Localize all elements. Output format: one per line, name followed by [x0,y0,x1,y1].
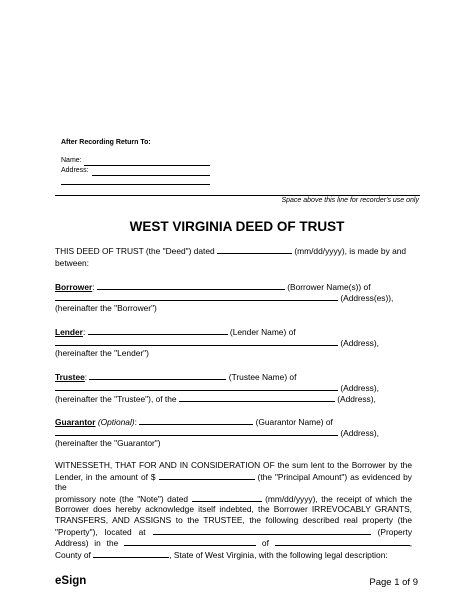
address-label: Address: [61,167,89,174]
lender-address-hint: (Address), [340,338,379,348]
property-address-field[interactable] [153,526,371,535]
witnesseth-line-7 [55,537,412,549]
trustee-hereinafter-line [55,393,376,404]
intro-text-2: (mm/dd/yyyy), is made by and [294,246,407,256]
name-field[interactable] [84,165,210,166]
address-field-2[interactable] [61,184,210,185]
intro-text-1: THIS DEED OF TRUST (the "Deed") dated [55,246,215,256]
witnesseth-line-3a: promissory note (the "Note") dated [55,493,189,504]
intro-line-2: between: [55,258,89,268]
witnesseth-line-8a: County of [55,549,91,560]
lender-hereinafter: (hereinafter the "Lender") [55,348,149,358]
borrower-address-field[interactable] [55,292,338,301]
guarantor-line: Guarantor (Optional): (Guarantor Name) of [55,417,333,427]
principal-amount-field[interactable] [159,471,255,480]
trustee-name-field[interactable] [89,371,226,380]
witnesseth-line-3b: (mm/dd/yyyy), the receipt of which the [265,493,413,504]
intro-line-1 [55,245,406,256]
property-locality-field[interactable] [124,537,256,546]
address-field-1[interactable] [92,175,210,176]
witnesseth-line-6 [55,526,412,538]
lender-address-line [55,337,379,348]
guarantor-optional: (Optional) [97,417,135,427]
recorder-note: Space above this line for recorder's use only [281,197,419,204]
lender-label: Lender [55,327,83,337]
witnesseth-paragraph [55,460,412,560]
witnesseth-line-5: TRANSFERS, AND ASSIGNS to the TRUSTEE, the following described real property (the [55,514,412,525]
witnesseth-line-7b: of [261,538,269,549]
witnesseth-line-1: WITNESSETH, THAT FOR AND IN CONSIDERATION OF the sum lent to the Borrower by the [55,460,412,470]
lender-name-field[interactable] [88,326,228,335]
trustee-address-line [55,382,379,393]
witnesseth-line-2b: (the "Principal Amount") as evidenced by the [55,471,412,493]
page-number: Page 1 of 9 [369,577,418,588]
trustee-name-hint: (Trustee Name) of [228,372,297,382]
witnesseth-line-3 [55,493,412,505]
recorder-divider [55,195,420,196]
trustee-address-field[interactable] [55,382,338,391]
county-field[interactable] [93,549,169,558]
return-to-heading: After Recording Return To: [61,139,151,146]
borrower-address-line [55,292,393,303]
borrower-name-hint: (Borrower Name(s)) of [287,282,371,292]
deed-date-field[interactable] [217,245,292,254]
borrower-line: Borrower: (Borrower Name(s)) of [55,282,371,292]
witnesseth-line-8b: , State of West Virginia, with the following legal description: [169,549,388,560]
property-city-field[interactable] [275,537,413,549]
esign-logo: eSign [55,575,87,587]
borrower-label: Borrower [55,282,93,292]
witnesseth-line-7c: , [409,538,413,549]
trustee-line: Trustee: (Trustee Name) of [55,372,297,382]
guarantor-name-field[interactable] [139,416,253,425]
trustee-address-hint-2: (Address), [337,394,376,404]
witnesseth-line-6b: (Property [377,526,413,537]
guarantor-label: Guarantor [55,417,96,427]
witnesseth-line-7a: Address) in the [55,538,119,549]
witnesseth-line-2 [55,471,412,493]
borrower-name-field[interactable] [97,281,285,290]
borrower-address-hint: (Address(es)), [340,293,394,303]
guarantor-hereinafter: (hereinafter the "Guarantor") [55,438,161,448]
document-title: WEST VIRGINIA DEED OF TRUST [129,219,345,234]
note-date-field[interactable] [192,493,262,502]
lender-name-hint: (Lender Name) of [229,327,296,337]
lender-address-field[interactable] [55,337,338,346]
trustee-address-hint: (Address), [340,383,379,393]
guarantor-address-hint: (Address), [340,428,379,438]
guarantor-name-hint: (Guarantor Name) of [255,417,333,427]
witnesseth-line-2a: Lender, in the amount of $ [55,471,156,482]
witnesseth-line-8 [55,549,412,561]
guarantor-address-field[interactable] [55,427,338,436]
witnesseth-line-4: Borrower does hereby acknowledge itself indebted, the Borrower IRREVOCABLY GRANTS, [55,504,412,515]
trustee-of-field[interactable] [179,393,335,402]
guarantor-address-line [55,427,379,438]
witnesseth-line-6a: "Property"), located at [55,526,146,537]
lender-line: Lender: (Lender Name) of [55,327,296,337]
borrower-hereinafter: (hereinafter the "Borrower") [55,303,157,313]
trustee-label: Trustee [55,372,85,382]
name-label: Name: [61,157,82,164]
trustee-hereinafter: (hereinafter the "Trustee"), of the [55,394,177,404]
